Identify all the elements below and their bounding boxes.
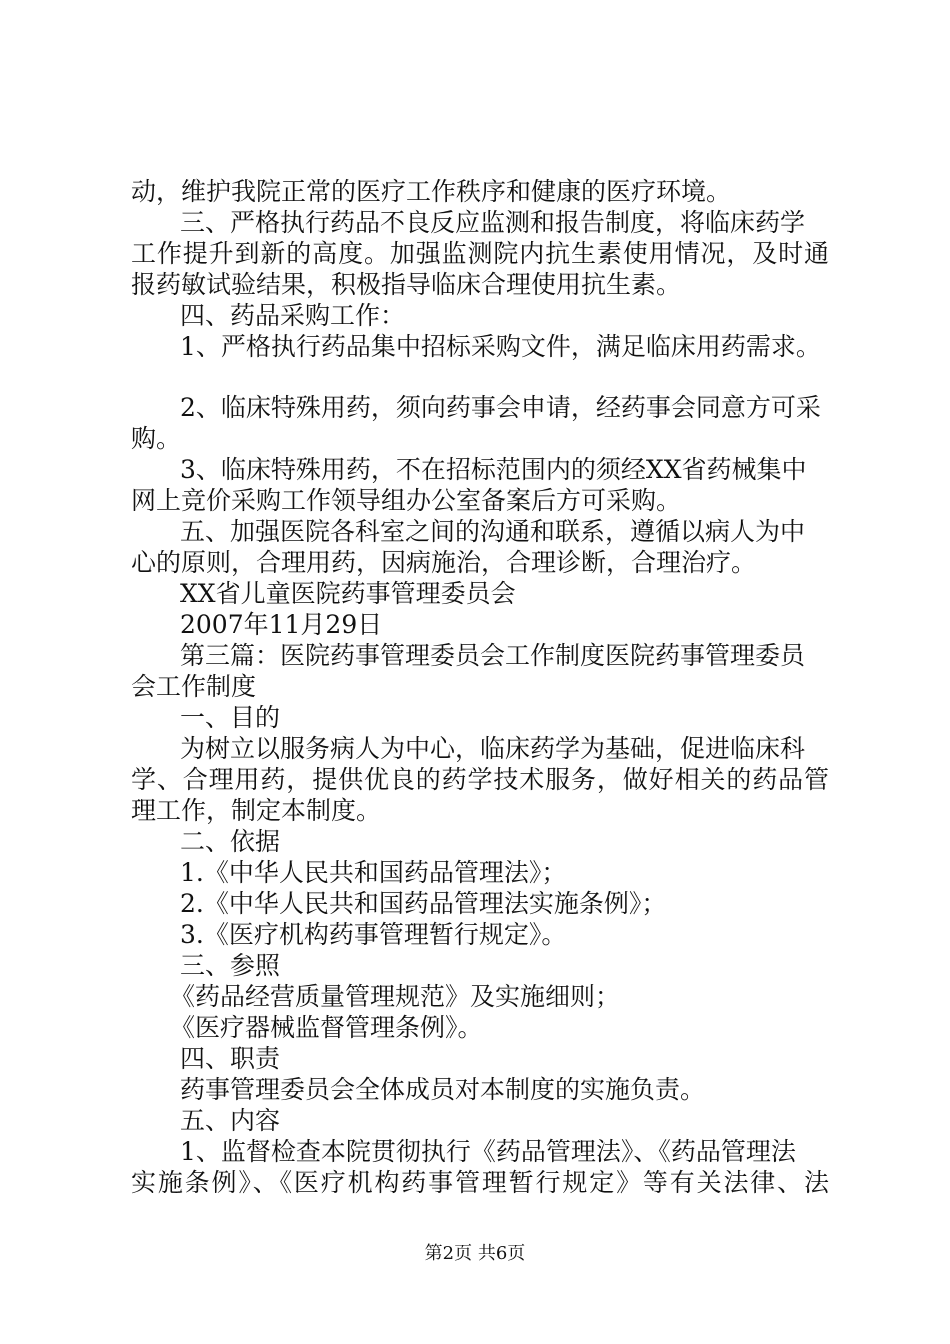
text-line: 网上竞价采购工作领导组办公室备案后方可采购。 [131, 486, 682, 515]
text-line: 学、合理用药，提供优良的药学技术服务，做好相关的药品管 [131, 765, 829, 794]
text-line: XX省儿童医院药事管理委员会 [180, 579, 516, 608]
text-line: 四、药品采购工作： [180, 301, 406, 330]
text-line: 理工作，制定本制度。 [131, 796, 382, 825]
text-line: 2007年11月29日 [180, 610, 383, 639]
text-line: 药事管理委员会全体成员对本制度的实施负责。 [180, 1075, 706, 1104]
text-line: 报药敏试验结果，积极指导临床合理使用抗生素。 [131, 270, 682, 299]
text-line: 3.《医疗机构药事管理暂行规定》。 [180, 920, 567, 949]
text-line: 为树立以服务病人为中心，临床药学为基础，促进临床科 [180, 734, 806, 763]
text-line: 1、监督检查本院贯彻执行《药品管理法》、《药品管理法 [180, 1137, 796, 1166]
text-line: 二、依据 [180, 827, 281, 856]
text-line: 1、严格执行药品集中招标采购文件，满足临床用药需求。 [180, 332, 821, 361]
text-line: 五、内容 [180, 1106, 281, 1135]
page-footer: 第2页 共6页 [424, 1243, 526, 1264]
text-line: 实施条例》、《医疗机构药事管理暂行规定》等有关法律、法 [131, 1168, 829, 1197]
text-line: 2.《中华人民共和国药品管理法实施条例》； [180, 889, 667, 918]
text-line: 3、临床特殊用药，不在招标范围内的须经XX省药械集中 [180, 455, 807, 484]
text-line: 《医疗器械监督管理条例》。 [170, 1013, 483, 1042]
text-line: 三、严格执行药品不良反应监测和报告制度，将临床药学 [180, 208, 806, 237]
text-line: 2、临床特殊用药，须向药事会申请，经药事会同意方可采 [180, 393, 821, 422]
text-line: 会工作制度 [131, 672, 257, 701]
text-line: 《药品经营质量管理规范》及实施细则； [170, 982, 621, 1011]
text-line: 一、目的 [180, 703, 281, 732]
text-line: 动，维护我院正常的医疗工作秩序和健康的医疗环境。 [131, 177, 732, 206]
text-line: 四、职责 [180, 1044, 281, 1073]
text-line: 心的原则，合理用药，因病施治，合理诊断，合理治疗。 [131, 548, 757, 577]
text-line: 购。 [131, 424, 182, 453]
text-line: 1.《中华人民共和国药品管理法》； [180, 858, 567, 887]
text-line: 五、加强医院各科室之间的沟通和联系，遵循以病人为中 [180, 517, 806, 546]
text-line: 第三篇：医院药事管理委员会工作制度医院药事管理委员 [180, 641, 806, 670]
text-line: 工作提升到新的高度。加强监测院内抗生素使用情况，及时通 [131, 239, 829, 268]
text-line: 三、参照 [180, 951, 281, 980]
